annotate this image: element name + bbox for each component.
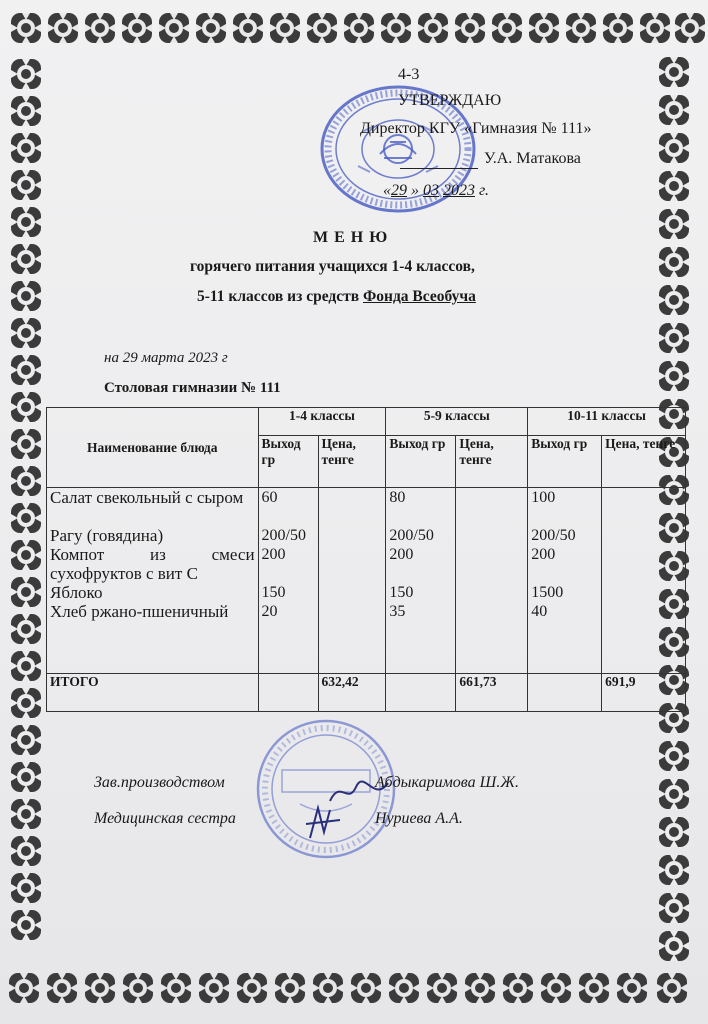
sub-price-1: Цена, тенге: [318, 436, 386, 488]
name-production-head: Абдыкаримова Ш.Ж.: [375, 774, 519, 791]
total-empty: [258, 674, 318, 712]
sub-out-1: Выход гр: [258, 436, 318, 488]
out-value: 200/50: [531, 527, 576, 544]
out-col-2: [386, 488, 456, 674]
out-value: 80: [389, 489, 406, 506]
menu-date: на 29 марта 2023 г: [104, 350, 228, 366]
out-value: 100: [531, 489, 556, 506]
document-title: М Е Н Ю: [313, 229, 389, 246]
out-value: 150: [261, 584, 286, 601]
total-label: ИТОГО: [47, 674, 259, 712]
total-empty: [528, 674, 602, 712]
total-empty: [386, 674, 456, 712]
name-nurse: Нуриева А.А.: [375, 810, 463, 827]
sub-price-2: Цена, тенге: [456, 436, 528, 488]
total-5-9: 661,73: [456, 674, 528, 712]
out-value: 20: [261, 603, 278, 620]
canteen-name: Столовая гимназии № 111: [104, 380, 281, 396]
director-position: Директор КГУ «Гимназия № 111»: [360, 120, 592, 137]
out-value: 200: [389, 546, 414, 563]
table-row: [47, 488, 686, 674]
sub-out-3: Выход гр: [528, 436, 602, 488]
group-10-11: 10-11 классы: [528, 408, 686, 436]
total-1-4: 632,42: [318, 674, 386, 712]
out-value: 60: [261, 489, 278, 506]
total-row: [47, 674, 686, 712]
dish-item: Салат свекольный с сыром: [50, 488, 244, 507]
menu-table: [46, 407, 686, 712]
approve-heading: УТВЕРЖДАЮ: [398, 92, 502, 109]
price-col-2: [456, 488, 528, 674]
dish-header: Наименование блюда: [47, 408, 259, 488]
out-value: 200: [261, 546, 286, 563]
out-value: 1500: [531, 584, 564, 601]
dish-item: Яблоко: [50, 583, 103, 602]
group-5-9: 5-9 классы: [386, 408, 528, 436]
sub-price-3: Цена, тенге: [602, 436, 686, 488]
price-col-3: [602, 488, 686, 674]
document-number: 4-3: [398, 66, 420, 83]
title-line-1: горячего питания учащихся 1-4 классов,: [190, 258, 475, 275]
price-col-1: [318, 488, 386, 674]
dish-item: Компот из смеси сухофруктов с вит С: [50, 545, 255, 583]
sub-out-2: Выход гр: [386, 436, 456, 488]
dish-list-cell: [47, 488, 259, 674]
out-col-3: [528, 488, 602, 674]
out-col-1: [258, 488, 318, 674]
dish-item: Рагу (говядина): [50, 526, 164, 545]
out-value: 40: [531, 603, 548, 620]
approval-date: «29 » 03 2023 г.: [383, 182, 490, 199]
total-10-11: 691,9: [602, 674, 686, 712]
out-value: 200: [531, 546, 556, 563]
out-value: 150: [389, 584, 414, 601]
out-value: 200/50: [261, 527, 306, 544]
group-1-4: 1-4 классы: [258, 408, 386, 436]
role-production-head: Зав.производством: [94, 774, 225, 791]
dish-item: Хлеб ржано-пшеничный: [50, 602, 229, 621]
role-nurse: Медицинская сестра: [94, 810, 236, 827]
signature-scribble-2: [300, 802, 350, 844]
title-line-2: 5-11 классов из средств Фонда Всеобуча: [197, 288, 476, 305]
out-value: 200/50: [389, 527, 434, 544]
out-value: 35: [389, 603, 406, 620]
director-name: У.А. Матакова: [484, 150, 581, 167]
